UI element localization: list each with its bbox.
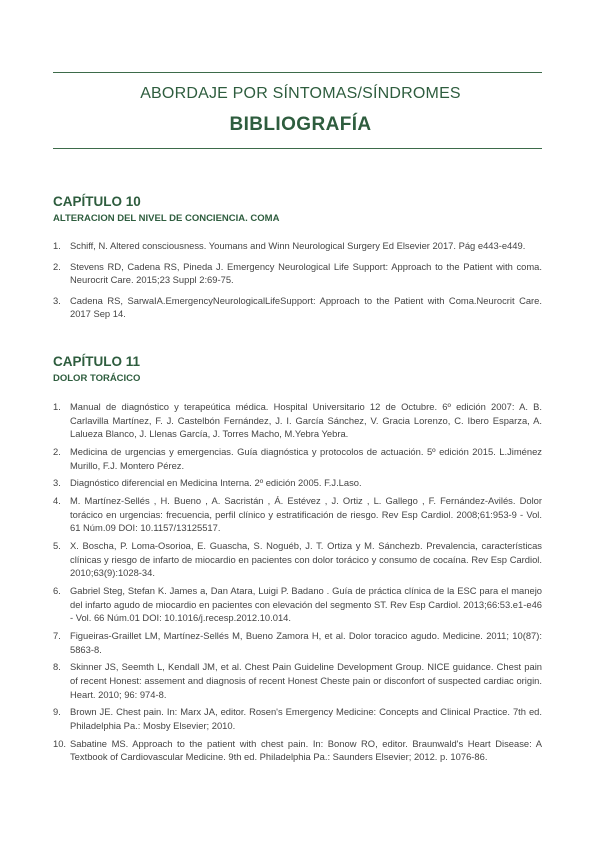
reference-number: 6. [53,585,61,597]
reference-item [53,445,542,472]
reference-number: 2. [53,445,61,457]
chapter-10 [53,194,542,328]
reference-item [53,660,542,701]
reference-number: 5. [53,540,61,552]
chapter-title: CAPÍTULO 11 [53,354,141,369]
page-title: BIBLIOGRAFÍA [229,114,372,135]
reference-number: 4. [53,495,61,507]
reference-item [53,584,542,625]
reference-number: 9. [53,706,61,718]
reference-text: Diagnóstico diferencial en Medicina Interna. 2º edición 2005. F.J.Laso. [70,477,362,489]
reference-item [53,705,542,732]
reference-text: Medicina de urgencias y emergencias. Guía diagnóstica y protocolos de actuación. 5º edición 2015. L.Jiménez Murillo, F.J. Montero Pérez. [70,445,542,471]
reference-item [53,239,542,253]
reference-item [53,539,542,580]
chapter-subtitle: ALTERACION DEL NIVEL DE CONCIENCIA. COMA [53,213,280,224]
reference-number: 2. [53,260,61,272]
reference-item [53,629,542,656]
reference-text: Sabatine MS. Approach to the patient with chest pain. In: Bonow RO, editor. Braunwald's Heart Disease: A Textbook of Cardiovascular Medicine. 9th ed. Philadelphia Pa.: Saunders Elsevier; 2012. p. 1076-86. [70,737,542,763]
header-top-rule [53,72,542,73]
reference-item [53,737,542,764]
section-subtitle: ABORDAJE POR SÍNTOMAS/SÍNDROMES [140,85,461,102]
reference-number: 3. [53,477,61,489]
chapter-subtitle: DOLOR TORÁCICO [53,373,141,384]
reference-list [53,400,542,764]
reference-item [53,294,542,321]
reference-item [53,494,542,535]
reference-item [53,260,542,287]
reference-number: 1. [53,401,61,412]
reference-text: Brown JE. Chest pain. In: Marx JA, editor. Rosen's Emergency Medicine: Concepts and Clinical Practice. 7th ed. Philadelphia Pa.: Mosby Elsevier; 2010. [70,706,542,731]
chapter-11 [53,354,542,768]
reference-list [53,239,542,321]
reference-number: 7. [53,630,61,642]
reference-text: Skinner JS, Seemth L, Kendall JM, et al. Chest Pain Guideline Development Group. NICE guidance. Chest pain of recent Honest: assement and diagnosis of recent Honest Cheste pain or disconfort of suspected cardiac origin. Heart. 2010; 96: 974-8. [70,661,542,700]
reference-number: 3. [53,294,61,306]
reference-text: Schiff, N. Altered consciousness. Youmans and Winn Neurological Surgery Ed Elsevier 2017. Pág e443-e449. [70,240,526,251]
reference-text: Manual de diagnóstico y terapeútica médica. Hospital Universitario 12 de Octubre. 6º edición 2007: A. B. Carlavilla Martínez, F. J. Castelbón Fernández, J. I. García Sánchez, V. Gracia Lorenzo, C. Ibero Esparza, A. Lalueza Blanco, J. Llenas García, J. Torres Macho, M.Yebra Yebra. [70,401,542,440]
reference-text: M. Martínez-Sellés , H. Bueno , A. Sacristán , Á. Estévez , J. Ortiz , L. Gallego , F. Fernández-Avilés. Dolor torácico en urgencias: frecuencia, perfil clínico y estratificación de riesgo. Rev Esp Cardiol. 2008;61:953-9 - Vol. 61 Núm.09 DOI: 10.1157/13125517. [70,495,542,534]
reference-text: X. Boscha, P. Loma-Osorioa, E. Guascha, S. Noguéb, J. T. Ortiza y M. Sánchezb. Prevalencia, características clínicas y riesgo de infarto de miocardio en pacientes con dolor torácico y consumo de cocaína. Rev Esp Cardiol. 2010;63(9):1028-34. [70,540,542,579]
reference-text: Gabriel Steg, Stefan K. James a, Dan Atara, Luigi P. Badano . Guía de práctica clínica de la ESC para el manejo del infarto agudo de miocardio en pacientes con elevación del segmento ST. Rev Esp Cardiol. 2013;66:53.e1-e46 - Vol. 66 Núm.01 DOI: 10.1016/j.recesp.2012.10.014. [70,585,542,624]
reference-text: Figueiras-Graillet LM, Martínez-Sellés M, Bueno Zamora H, et al. Dolor toracico agudo. Medicine. 2011; 10(87): 5863-8. [70,630,542,655]
chapter-title: CAPÍTULO 10 [53,194,141,209]
reference-item [53,476,542,490]
reference-number: 1. [53,240,61,251]
reference-text: Stevens RD, Cadena RS, Pineda J. Emergency Neurological Life Support: Approach to the Patient with coma. Neurocrit Care. 2015;23 Suppl 2:69-75. [70,260,542,286]
reference-number: 8. [53,661,61,673]
reference-number: 10. [53,737,67,749]
header-bottom-rule [53,148,542,149]
reference-item [53,400,542,441]
reference-text: Cadena RS, SarwaIA.EmergencyNeurologicalLifeSupport: Approach to the Patient with Coma.Neurocrit Care. 2017 Sep 14. [70,294,542,320]
